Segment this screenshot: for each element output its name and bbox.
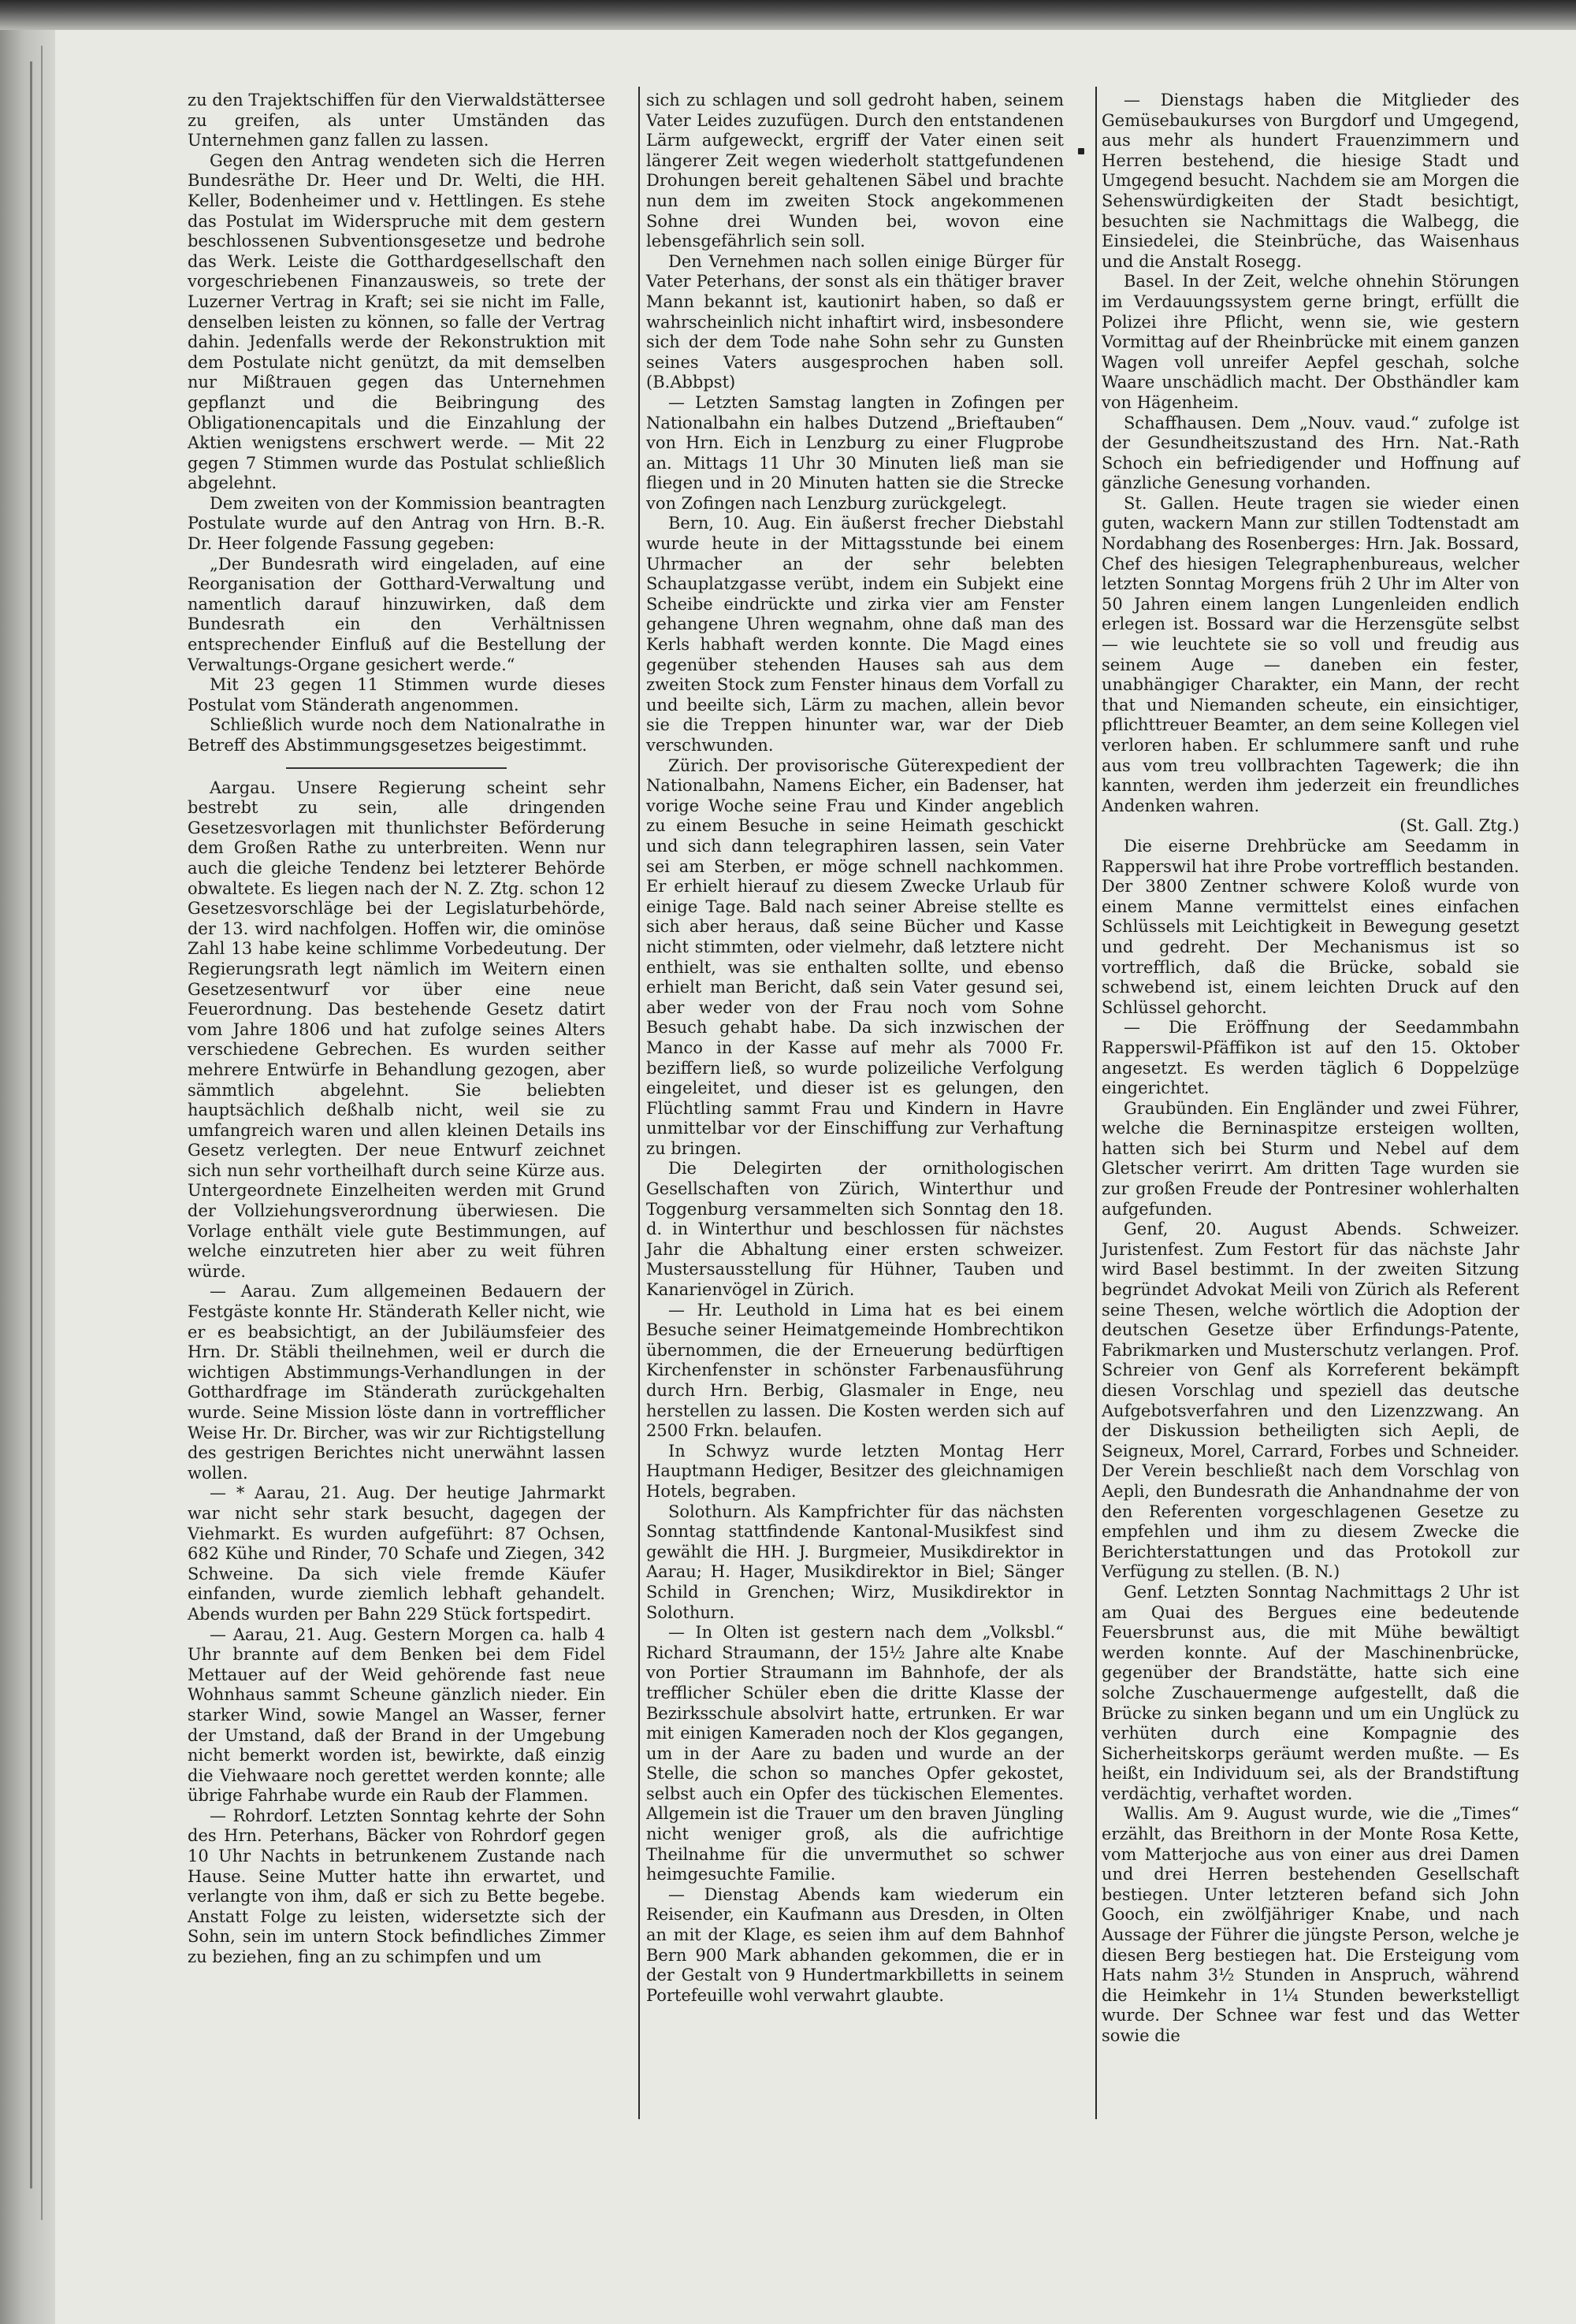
- article-paragraph: — Aarau, 21. Aug. Gestern Morgen ca. halb 4 Uhr brannte auf dem Benken bei dem Fidel Mettauer auf der Weid gehörende fast neue Wohnhaus sammt Scheune gänzlich nieder. Ein starker Wind, sowie Mangel an Wasser, ferner der Umstand, daß der Brand in der Umgebung nicht bemerkt worden ist, bewirkte, daß einzig die Viehwaare noch gerettet werden konnte; alle übrige Fahrhabe wurde ein Raub der Flammen.: [188, 1624, 605, 1806]
- article-paragraph: Mit 23 gegen 11 Stimmen wurde dieses Postulat vom Ständerath angenommen.: [188, 675, 605, 715]
- article-paragraph: Schaffhausen. Dem „Nouv. vaud.“ zufolge ist der Gesundheitszustand des Hrn. Nat.-Rath Schoch ein befriedigender und Hoffnung auf gänzliche Genesung vorhanden.: [1102, 413, 1519, 493]
- article-paragraph: — * Aarau, 21. Aug. Der heutige Jahrmarkt war nicht sehr stark besucht, dagegen der Viehmarkt. Es wurden aufgeführt: 87 Ochsen, 682 Kühe und Rinder, 70 Schafe und Ziegen, 342 Schweine. Da sich viele fremde Käufer einfanden, wurde ziemlich lebhaft gehandelt. Abends wurden per Bahn 229 Stück fortspedirt.: [188, 1483, 605, 1624]
- article-paragraph: Aargau. Unsere Regierung scheint sehr bestrebt zu sein, alle dringenden Gesetzesvorlagen mit thunlichster Beförderung dem Großen Rathe zu unterbreiten. Wenn nur auch die gleiche Tendenz bei letzterer Behörde obwaltete. Es liegen nach der N. Z. Ztg. schon 12 Gesetzesvorschläge bei der Legislaturbehörde, der 13. wird nachfolgen. Hoffen wir, die ominöse Zahl 13 habe keine schlimme Vorbedeutung. Der Regierungsrath legt nämlich im Weitern einen Gesetzesentwurf vor über eine neue Feuerordnung. Das bestehende Gesetz datirt vom Jahre 1806 und hat zufolge seines Alters verschiedene Gebrechen. Es wurden seither mehrere Entwürfe in Behandlung gezogen, aber sämmtlich abgelehnt. Sie beliebten hauptsächlich deßhalb nicht, weil sie zu umfangreich waren und allen kleinen Details ins Gesetz verlegten. Der neue Entwurf zeichnet sich nun sehr vortheilhaft durch seine Kürze aus. Untergeordnete Einzelheiten werden mit Grund der Vollziehungsverordnung überwiesen. Die Vorlage enthält viele gute Bestimmungen, auf welche einzutreten hier aber zu weit führen würde.: [188, 778, 605, 1281]
- article-paragraph: „Der Bundesrath wird eingeladen, auf eine Reorganisation der Gotthard-Verwaltung und namentlich darauf hinzuwirken, daß dem Bundesrath ein den Verhältnissen entsprechender Einfluß auf die Bestellung der Verwaltungs-Organe gesichert werde.“: [188, 554, 605, 674]
- article-paragraph: — Rohrdorf. Letzten Sonntag kehrte der Sohn des Hrn. Peterhans, Bäcker von Rohrdorf gegen 10 Uhr Nachts in betrunkenem Zustande nach Hause. Seine Mutter hatte ihn erwartet, und verlangte von ihm, daß er sich zu Bette begebe. Anstatt Folge zu leisten, widersetzte sich der Sohn, sein im untern Stock befindliches Zimmer zu beziehen, fing an zu schimpfen und um: [188, 1806, 605, 1967]
- article-paragraph: zu den Trajektschiffen für den Vierwaldstättersee zu greifen, als unter Umständen das Unternehmen ganz fallen zu lassen.: [188, 91, 605, 150]
- article-paragraph: Basel. In der Zeit, welche ohnehin Störungen im Verdauungssystem gerne bringt, erfüllt die Polizei ihre Pflicht, wenn sie, wie gestern Vormittag auf der Rheinbrücke mit einem ganzen Wagen voll unreifer Aepfel geschah, solche Waare unschädlich macht. Der Obsthändler kam von Hägenheim.: [1102, 272, 1519, 412]
- article-paragraph: — In Olten ist gestern nach dem „Volksbl.“ Richard Straumann, der 15½ Jahre alte Knabe von Portier Straumann im Bahnhofe, der als trefflicher Schüler eben die dritte Klasse der Bezirksschule absolvirt hatte, ertrunken. Er war mit einigen Kameraden noch der Klos gegangen, um in der Aare zu baden und wurde an der Stelle, die schon so manches Opfer gekostet, selbst auch ein Opfer des tückischen Elementes. Allgemein ist die Trauer um den braven Jüngling nicht weniger groß, als die aufrichtige Theilnahme für die unvermuthet so schwer heimgesuchte Familie.: [646, 1623, 1064, 1884]
- column-rule: [638, 87, 640, 2119]
- left-page-edge: [0, 30, 55, 2324]
- article-paragraph: Genf. Letzten Sonntag Nachmittags 2 Uhr ist am Quai des Bergues eine bedeutende Feuersbrunst aus, die mit Mühe bewältigt werden konnte. Auf der Maschinenbrücke, gegenüber der Brandstätte, hatte sich eine solche Zuschauermenge aufgestellt, daß die Brücke zu sinken begann und um ein Unglück zu verhüten durch eine Kompagnie des Sicherheitskorps geräumt werden mußte. — Es heißt, ein Individuum sei, als der Brandstiftung verdächtig, verhaftet worden.: [1102, 1582, 1519, 1803]
- article-paragraph: Die Delegirten der ornithologischen Gesellschaften von Zürich, Winterthur und Toggenburg versammelten sich Sonntag den 18. d. in Winterthur und beschlossen für nächstes Jahr die Abhaltung einer ersten schweizer. Mustersausstellung für Hühner, Tauben und Kanarienvögel in Zürich.: [646, 1159, 1064, 1300]
- article-paragraph: — Letzten Samstag langten in Zofingen per Nationalbahn ein halbes Dutzend „Brieftauben“ von Hrn. Eich in Lenzburg zu einer Flugprobe an. Mittags 11 Uhr 30 Minuten ließ man sie fliegen und in 20 Minuten hatten sie die Strecke von Zofingen nach Lenzburg zurückgelegt.: [646, 392, 1064, 513]
- top-scan-edge: [0, 0, 1576, 30]
- source-attribution: (St. Gall. Ztg.): [1399, 816, 1519, 836]
- article-paragraph: — Die Eröffnung der Seedammbahn Rapperswil-Pfäffikon ist auf den 15. Oktober angesetzt. Es werden täglich 6 Doppelzüge eingerichtet.: [1102, 1018, 1519, 1098]
- article-paragraph: Die eiserne Drehbrücke am Seedamm in Rapperswil hat ihre Probe vortrefflich bestanden. Der 3800 Zentner schwere Koloß wurde von einem Manne vermittelst eines einfachen Schlüssels mit Leichtigkeit in Bewegung gesetzt und gedreht. Der Mechanismus ist so vortrefflich, daß die Brücke, sobald sie schwebend ist, einem leichten Druck auf den Schlüssel gehorcht.: [1102, 836, 1519, 1017]
- article-paragraph: Bern, 10. Aug. Ein äußerst frecher Diebstahl wurde heute in der Mittagsstunde bei einem Uhrmacher an der sehr belebten Schauplatzgasse verübt, indem ein Subjekt eine Scheibe eindrückte und zirka vier am Fenster gehangene Uhren wegnahm, ohne daß man des Kerls habhaft werden konnte. Die Magd eines gegenüber stehenden Hauses sah aus dem zweiten Stock zum Fenster hinaus dem Vorfall zu und beeilte sich, Lärm zu machen, allein bevor sie die Treppen hinunter war, war der Dieb verschwunden.: [646, 514, 1064, 755]
- article-paragraph: — Dienstag Abends kam wiederum ein Reisender, ein Kaufmann aus Dresden, in Olten an mit der Klage, es seien ihm auf dem Bahnhof Bern 900 Mark abhanden gekommen, die er in der Gestalt von 9 Hundertmarkbilletts in seinem Portefeuille wohl verwahrt glaubte.: [646, 1884, 1064, 2005]
- article-paragraph: Gegen den Antrag wendeten sich die Herren Bundesräthe Dr. Heer und Dr. Welti, die HH. Keller, Bodenheimer und v. Hettlingen. Es stehe das Postulat im Widerspruche mit dem gestern beschlossenen Subventionsgesetze und bedrohe das Werk. Leiste die Gotthardgesellschaft den vorgeschriebenen Finanzausweis, so trete der Luzerner Vertrag in Kraft; sei sie nicht im Falle, denselben leisten zu können, so falle der Vertrag dahin. Jedenfalls werde der Rekonstruktion mit dem Postulate nicht genützt, da mit demselben nur Mißtrauen gegen das Unternehmen gepflanzt und die Beibringung des Obligationencapitals und die Einzahlung der Aktien wenigstens erschwert werde. — Mit 22 gegen 7 Stimmen wurde das Postulat schließlich abgelehnt.: [188, 150, 605, 493]
- article-paragraph: Zürich. Der provisorische Güterexpedient der Nationalbahn, Namens Eicher, ein Badenser, hat vorige Woche seine Frau und Kinder angeblich zu einem Besuche in seine Heimath geschickt und sich dann telegraphiren lassen, sein Vater sei am Sterben, er möge schnell nachkommen. Er erhielt hierauf zu diesem Zwecke Urlaub für einige Tage. Bald nach seiner Abreise stellte es sich aber heraus, daß seine Bücher und Kasse nicht stimmten, oder vielmehr, daß letztere nicht enthielt, was sie enthalten sollte, und ebenso erhielt man Bericht, daß sein Vater gesund sei, aber weder von der Frau noch vom Sohne Besuch gehabt habe. Da sich inzwischen der Manco in der Kasse auf mehr als 7000 Fr. beziffern ließ, so wurde polizeiliche Verfolgung eingeleitet, und dieser ist es gelungen, den Flüchtling sammt Frau und Kindern in Havre unmittelbar vor der Einschiffung zur Verhaftung zu bringen.: [646, 755, 1064, 1158]
- column-middle: [646, 91, 1064, 2006]
- article-paragraph: Graubünden. Ein Engländer und zwei Führer, welche die Berninaspitze ersteigen wollten, hatten sich bei Sturm und Nebel auf dem Gletscher verirrt. Am dritten Tage wurden sie zur großen Freude der Pontresiner wohlerhalten aufgefunden.: [1102, 1098, 1519, 1219]
- article-paragraph: In Schwyz wurde letzten Montag Herr Hauptmann Hediger, Besitzer des gleichnamigen Hotels, begraben.: [646, 1441, 1064, 1501]
- article-paragraph: Den Vernehmen nach sollen einige Bürger für Vater Peterhans, der sonst als ein thätiger braver Mann bekannt ist, kautionirt haben, so daß er wahrscheinlich nicht inhaftirt wird, insbesondere sich der dem Tode nahe Sohn sehr zu Gunsten seines Vaters ausgesprochen haben soll. (B.Abbpst): [646, 251, 1064, 392]
- article-paragraph: — Dienstags haben die Mitglieder des Gemüsebaukurses von Burgdorf und Umgegend, aus mehr als hundert Frauenzimmern und Herren bestehend, die hiesige Stadt und Umgegend besucht. Nachdem sie am Morgen die Sehenswürdigkeiten der Stadt besichtigt, besuchten sie Nachmittags die Walbegg, die Einsiedelei, die Steinbrüche, das Waisenhaus und die Anstalt Rosegg.: [1102, 91, 1519, 271]
- article-paragraph: St. Gallen. Heute tragen sie wieder einen guten, wackern Mann zur stillen Todtenstadt am Nordabhang des Rosenberges: Hrn. Jak. Bossard, Chef des hiesigen Telegraphenbureaus, welcher letzten Sonntag Morgens früh 2 Uhr im Alter von 50 Jahren einem langen Lungenleiden endlich erlegen ist. Bossard war die Herzensgüte selbst — wie leuchtete sie so voll und freudig aus seinem Auge — daneben ein fester, unabhängiger Charakter, ein Mann, der recht that und Niemanden scheute, ein einsichtiger, pflichttreuer Beamter, an dem seine Kollegen viel verloren haben. Er schlummere sanft und ruhe aus vom treu vollbrachten Tagewerk; die ihn kannten, werden ihm jederzeit ein freundliches Andenken wahren.: [1102, 493, 1519, 815]
- article-paragraph: sich zu schlagen und soll gedroht haben, seinem Vater Leides zuzufügen. Durch den entstandenen Lärm aufgeweckt, ergriff der Vater einen seit längerer Zeit wegen wiederholt stattgefundenen Drohungen bereit gehaltenen Säbel und brachte nun dem im zweiten Stock angekommenen Sohne drei Wunden bei, wovon eine lebensgefährlich sein soll.: [646, 91, 1064, 251]
- article-paragraph: Solothurn. Als Kampfrichter für das nächsten Sonntag stattfindende Kantonal-Musikfest sind gewählt die HH. J. Burgmeier, Musikdirektor in Aarau; H. Hager, Musikdirektor in Biel; Sänger Schild in Grenchen; Wirz, Musikdirektor in Solothurn.: [646, 1502, 1064, 1622]
- article-paragraph: Schließlich wurde noch dem Nationalrathe in Betreff des Abstimmungsgesetzes beigestimmt.: [188, 715, 605, 755]
- article-paragraph: Genf, 20. August Abends. Schweizer. Juristenfest. Zum Festort für das nächste Jahr wird Basel bestimmt. In der zweiten Sitzung begründet Advokat Meili von Zürich als Referent seine Thesen, welche wörtlich die Adoption der deutschen Gesetze über Erfindungs-Patente, Fabrikmarken und Musterschutz verlangen. Prof. Schreier von Genf als Korreferent bekämpft diesen Vorschlag und speziell das deutsche Aufgebotsverfahren und den Lizenzzwang. An der Diskussion betheiligten sich Aepli, de Seigneux, Morel, Carrard, Forbes und Schneider. Der Verein beschließt nach dem Vorschlag von Aepli, den Bundesrath die Anhandnahme der von den Referenten vorgeschlagenen Gesetze zu empfehlen und ihm zu diesem Zwecke die Berichterstattungen und das Protokoll zur Verfügung zu stellen. (B. N.): [1102, 1220, 1519, 1582]
- article-paragraph: — Hr. Leuthold in Lima hat es bei einem Besuche seiner Heimatgemeinde Hombrechtikon übernommen, die der Erneuerung bedürftigen Kirchenfenster in schönster Farbenausführung durch Hrn. Berbig, Glasmaler in Enge, neu herstellen zu lassen. Die Kosten werden sich auf 2500 Frkn. belaufen.: [646, 1300, 1064, 1441]
- column-right: [1102, 91, 1519, 2047]
- print-mark: [1078, 148, 1084, 154]
- article-paragraph: Wallis. Am 9. August wurde, wie die „Times“ erzählt, das Breithorn in der Monte Rosa Kette, vom Matterjoche aus von einer aus drei Damen und drei Herren bestehenden Gesellschaft bestiegen. Unter letzteren befand sich John Gooch, ein zwölfjähriger Knabe, und nach Aussage der Führer die jüngste Person, welche je diesen Berg bestiegen hat. Die Ersteigung vom Hats nahm 3½ Stunden in Anspruch, während die Heimkehr in 1¼ Stunden bewerkstelligt wurde. Der Schnee war fest und das Wetter sowie die: [1102, 1804, 1519, 2045]
- column-rule: [1095, 87, 1097, 2119]
- column-left: [188, 91, 605, 1968]
- section-separator: [286, 767, 507, 769]
- article-paragraph: Dem zweiten von der Kommission beantragten Postulate wurde auf den Antrag von Hrn. B.-R. Dr. Heer folgende Fassung gegeben:: [188, 493, 605, 554]
- article-paragraph: — Aarau. Zum allgemeinen Bedauern der Festgäste konnte Hr. Ständerath Keller nicht, wie er es beabsichtigt, an der Jubiläumsfeier des Hrn. Dr. Stäbli theilnehmen, weil er durch die wichtigen Abstimmungs-Verhandlungen in der Gotthardfrage im Ständerath zurückgehalten wurde. Seine Mission löste dann in vortrefflicher Weise Hr. Dr. Bircher, was wir zur Richtigstellung des gestrigen Berichtes nicht unerwähnt lassen wollen.: [188, 1282, 605, 1483]
